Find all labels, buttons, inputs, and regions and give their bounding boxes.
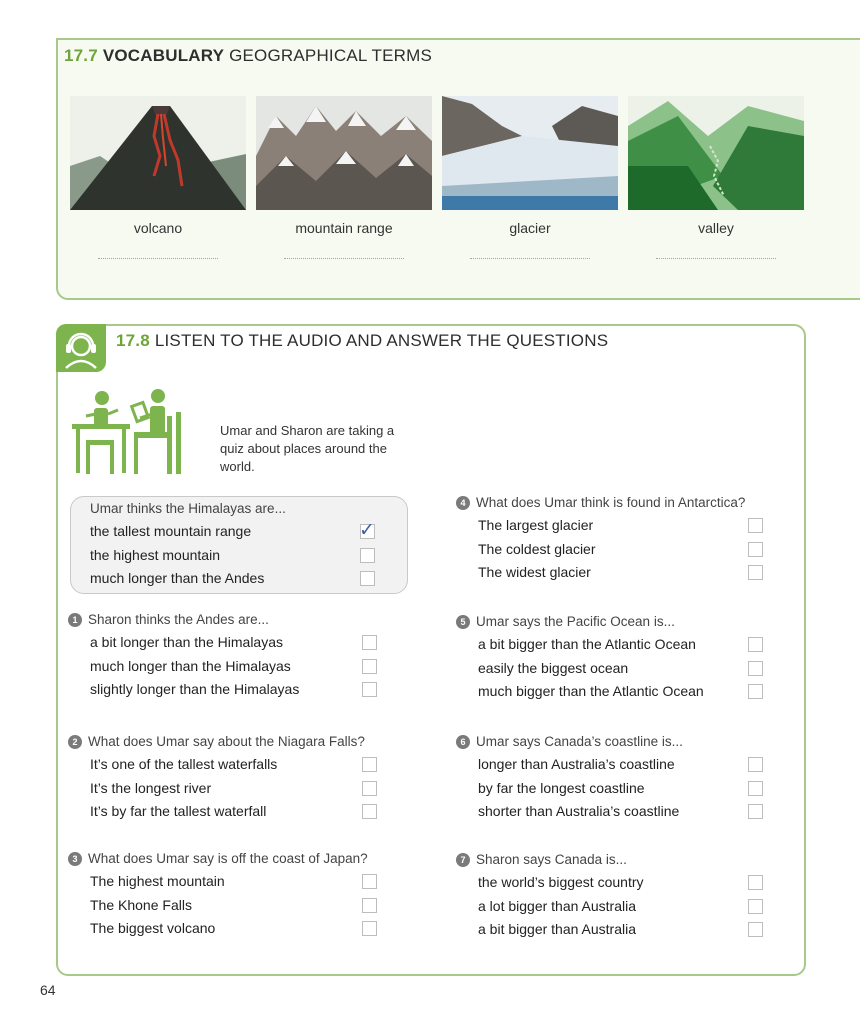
answer-checkbox[interactable] xyxy=(362,804,377,819)
valley-answer-line[interactable] xyxy=(656,258,776,259)
answer-option[interactable] xyxy=(456,514,768,538)
question-prompt xyxy=(68,731,382,753)
vocabulary-title-bold: VOCABULARY xyxy=(102,46,225,65)
example-question xyxy=(90,498,380,591)
volcano-label: volcano xyxy=(133,220,183,236)
listening-section-number: 17.8 xyxy=(116,331,150,350)
question-prompt-text: Sharon thinks the Andes are... xyxy=(88,612,269,627)
answer-option[interactable] xyxy=(456,561,768,585)
question-prompt-text: What does Umar say is off the coast of Japan? xyxy=(88,851,368,866)
answer-option[interactable] xyxy=(456,680,768,704)
vocabulary-title-rest: GEOGRAPHICAL TERMS xyxy=(229,46,433,65)
answer-option-label: much longer than the Himalayas xyxy=(90,657,291,674)
answer-option-label: It’s by far the tallest waterfall xyxy=(90,803,267,819)
answer-checkbox[interactable] xyxy=(748,565,763,580)
answer-checkbox[interactable] xyxy=(359,520,375,541)
answer-checkbox[interactable] xyxy=(362,682,377,697)
question-4 xyxy=(456,492,768,585)
question-number-badge: 7 xyxy=(456,853,470,867)
answer-option[interactable] xyxy=(68,678,382,702)
answer-option-label: The largest glacier xyxy=(478,517,594,533)
question-prompt-text: What does Umar say about the Niagara Falls? xyxy=(88,734,365,749)
answer-option-label: shorter than Australia’s coastline xyxy=(478,803,680,819)
answer-option-label: easily the biggest ocean xyxy=(478,659,629,676)
question-2 xyxy=(68,731,382,824)
question-5 xyxy=(456,611,768,704)
answer-option[interactable] xyxy=(456,777,768,801)
question-prompt xyxy=(68,609,382,631)
answer-checkbox[interactable] xyxy=(362,781,377,796)
answer-option[interactable] xyxy=(456,800,768,824)
answer-checkbox[interactable] xyxy=(748,637,763,652)
question-prompt-text: Umar thinks the Himalayas are... xyxy=(90,501,286,516)
question-prompt-text: What does Umar think is found in Antarctica? xyxy=(476,495,746,510)
valley-picture xyxy=(628,96,804,210)
answer-option[interactable] xyxy=(90,567,380,591)
mountain-range-picture xyxy=(256,96,432,210)
answer-checkbox[interactable] xyxy=(362,659,377,674)
answer-checkbox[interactable] xyxy=(362,757,377,772)
listening-section-title xyxy=(116,331,608,351)
volcano-picture xyxy=(70,96,246,210)
answer-option[interactable] xyxy=(90,520,380,544)
answer-option-label: The widest glacier xyxy=(478,564,591,580)
answer-checkbox[interactable] xyxy=(748,922,763,937)
answer-checkbox[interactable] xyxy=(748,899,763,914)
glacier-picture xyxy=(442,96,618,210)
answer-option-label: The coldest glacier xyxy=(478,540,596,557)
question-number-badge: 4 xyxy=(456,496,470,510)
answer-option[interactable] xyxy=(68,800,382,824)
answer-option-label: It’s the longest river xyxy=(90,779,212,796)
answer-checkbox[interactable] xyxy=(748,684,763,699)
question-prompt xyxy=(456,731,768,753)
answer-option[interactable] xyxy=(68,917,382,941)
vocabulary-section-title xyxy=(64,46,432,66)
question-3 xyxy=(68,848,382,941)
answer-option[interactable] xyxy=(68,777,382,801)
answer-checkbox[interactable] xyxy=(362,874,377,889)
question-number-badge: 6 xyxy=(456,735,470,749)
glacier-label: glacier xyxy=(509,220,551,236)
answer-option[interactable] xyxy=(68,753,382,777)
question-6 xyxy=(456,731,768,824)
mountain-range-answer-line[interactable] xyxy=(284,258,404,259)
question-prompt-text: Sharon says Canada is... xyxy=(476,852,627,867)
question-7 xyxy=(456,849,768,942)
answer-option-label: slightly longer than the Himalayas xyxy=(90,681,300,697)
answer-option-label: longer than Australia’s coastline xyxy=(478,756,675,772)
question-number-badge: 3 xyxy=(68,852,82,866)
answer-option[interactable] xyxy=(68,894,382,918)
answer-option[interactable] xyxy=(456,657,768,681)
answer-option[interactable] xyxy=(456,895,768,919)
answer-checkbox[interactable] xyxy=(748,518,763,533)
answer-option[interactable] xyxy=(456,538,768,562)
answer-option-label: The highest mountain xyxy=(90,873,225,889)
answer-option-label: the tallest mountain range xyxy=(90,523,252,539)
answer-option-label: a bit longer than the Himalayas xyxy=(90,634,283,650)
question-prompt xyxy=(456,611,768,633)
answer-checkbox[interactable] xyxy=(748,661,763,676)
quiz-introduction: Umar and Sharon are taking a quiz about places around the world. xyxy=(220,423,395,474)
checkmark-icon: ✓ xyxy=(359,520,375,541)
answer-checkbox[interactable] xyxy=(748,542,763,557)
answer-checkbox[interactable] xyxy=(748,781,763,796)
question-prompt xyxy=(456,492,768,514)
answer-option-label: much longer than the Andes xyxy=(90,570,265,586)
question-prompt-text: Umar says Canada’s coastline is... xyxy=(476,734,683,749)
answer-option[interactable] xyxy=(68,655,382,679)
answer-option-label: the world’s biggest country xyxy=(478,874,644,890)
answer-option-label: by far the longest coastline xyxy=(478,779,645,796)
glacier-answer-line[interactable] xyxy=(470,258,590,259)
answer-checkbox[interactable] xyxy=(362,921,377,936)
question-prompt-text: Umar says the Pacific Ocean is... xyxy=(476,614,675,629)
volcano-answer-line[interactable] xyxy=(98,258,218,259)
answer-option-label: the highest mountain xyxy=(90,546,220,563)
question-number-badge: 5 xyxy=(456,615,470,629)
answer-option-label: The Khone Falls xyxy=(90,896,192,913)
answer-option-label: a bit bigger than the Atlantic Ocean xyxy=(478,636,696,652)
answer-option[interactable] xyxy=(456,753,768,777)
vocabulary-top-rule xyxy=(56,38,860,40)
answer-option-label: It’s one of the tallest waterfalls xyxy=(90,756,278,772)
answer-checkbox[interactable] xyxy=(748,757,763,772)
answer-option[interactable] xyxy=(68,870,382,894)
answer-option[interactable] xyxy=(456,871,768,895)
question-prompt xyxy=(68,848,382,870)
quiz-people-illustration xyxy=(72,386,190,478)
answer-option-label: much bigger than the Atlantic Ocean xyxy=(478,683,704,699)
listening-title-text: LISTEN TO THE AUDIO AND ANSWER THE QUESTIONS xyxy=(154,331,609,350)
answer-checkbox[interactable] xyxy=(748,875,763,890)
answer-option[interactable] xyxy=(456,633,768,657)
answer-checkbox[interactable] xyxy=(362,898,377,913)
answer-checkbox[interactable] xyxy=(748,804,763,819)
question-prompt xyxy=(90,498,380,520)
answer-checkbox[interactable] xyxy=(360,548,375,563)
mountain-range-label: mountain range xyxy=(295,220,393,236)
question-number-badge: 1 xyxy=(68,613,82,627)
answer-option[interactable] xyxy=(456,918,768,942)
question-1 xyxy=(68,609,382,702)
valley-label: valley xyxy=(698,220,734,236)
question-number-badge: 2 xyxy=(68,735,82,749)
answer-option-label: a lot bigger than Australia xyxy=(478,897,636,914)
listen-headphones-icon xyxy=(56,324,106,372)
answer-option[interactable] xyxy=(68,631,382,655)
question-prompt xyxy=(456,849,768,871)
page-number: 64 xyxy=(40,982,56,998)
answer-option-label: a bit bigger than Australia xyxy=(478,921,636,937)
answer-checkbox[interactable] xyxy=(362,635,377,650)
answer-checkbox[interactable] xyxy=(360,571,375,586)
answer-option-label: The biggest volcano xyxy=(90,920,216,936)
answer-option[interactable] xyxy=(90,544,380,568)
vocabulary-section-number: 17.7 xyxy=(64,46,98,65)
